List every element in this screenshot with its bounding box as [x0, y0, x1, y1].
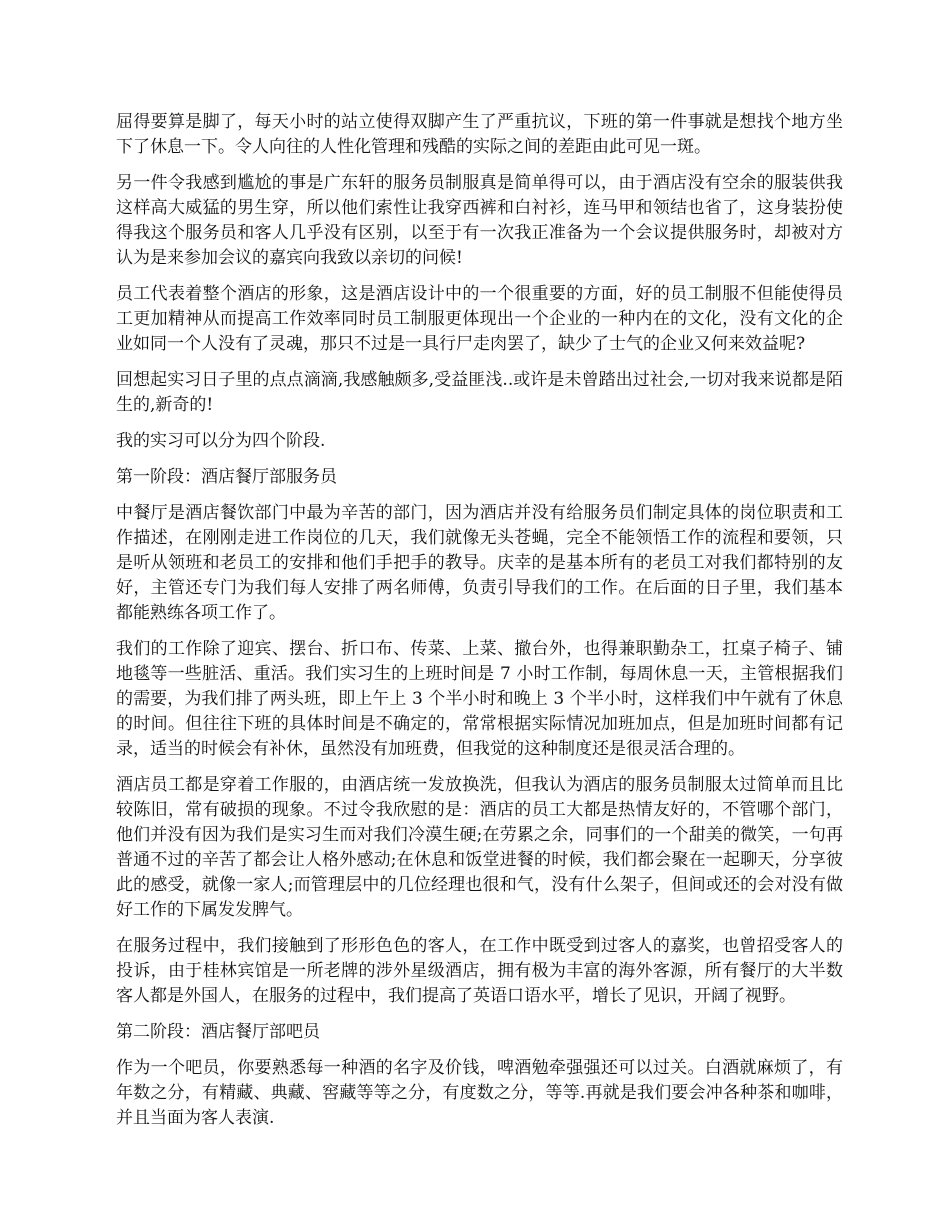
paragraph: 作为一个吧员，你要熟悉每一种酒的名字及价钱，啤酒勉牵强强还可以过关。白酒就麻烦了，有年数之分，有精藏、典藏、窖藏等等之分，有度数之分，等等.再就是我们要会冲各种茶和咖啡，并且当面为客人表演.: [116, 1058, 843, 1128]
section-heading: 第一阶段：酒店餐厅部服务员: [116, 467, 337, 487]
paragraph: 员工代表着整个酒店的形象，这是酒店设计中的一个很重要的方面，好的员工制服不但能使得员工更加精神从而提高工作效率同时员工制服更体现出一个企业的一种内在的文化，没有文化的企业如同一个人没有了灵魂，那只不过是一具行尸走肉罢了，缺少了士气的企业又何来效益呢?: [116, 284, 843, 354]
paragraph: 我们的工作除了迎宾、摆台、折口布、传菜、上菜、撤台外，也得兼职勤杂工，扛桌子椅子、铺地毯等一些脏活、重活。我们实习生的上班时间是 7 小时工作制，每周休息一天，主管根据我们的需要，为我们排了两头班，即上午上 3 个半小时和晚上 3 个半小时，这样我们中午就有了休息的时间。但往往下班的具体时间是不确定的，常常根据实际情况加班加点，但是加班时间都有记录，适当的时候会有补休，虽然没有加班费，但我觉的这种制度还是很灵活合理的。: [116, 639, 843, 759]
paragraph: 中餐厅是酒店餐饮部门中最为辛苦的部门，因为酒店并没有给服务员们制定具体的岗位职责和工作描述，在刚刚走进工作岗位的几天，我们就像无头苍蝇，完全不能领悟工作的流程和要领，只是听从领班和老员工的安排和他们手把手的教导。庆幸的是基本所有的老员工对我们都特别的友好，主管还专门为我们每人安排了两名师傅，负责引导我们的工作。在后面的日子里，我们基本都能熟练各项工作了。: [116, 503, 843, 623]
section-heading: 第二阶段：酒店餐厅部吧员: [116, 1022, 320, 1042]
paragraph: 我的实习可以分为四个阶段.: [116, 431, 326, 451]
paragraph: 回想起实习日子里的点点滴滴,我感触颇多,受益匪浅..或许是未曾踏出过社会,一切对我来说都是陌生的,新奇的!: [116, 370, 843, 415]
paragraph: 另一件令我感到尴尬的事是广东轩的服务员制服真是简单得可以，由于酒店没有空余的服装供我这样高大威猛的男生穿，所以他们索性让我穿西裤和白衬衫，连马甲和领结也省了，这身装扮使得我这个服务员和客人几乎没有区别，以至于有一次我正准备为一个会议提供服务时，却被对方认为是来参加会议的嘉宾向我致以亲切的问候!: [116, 173, 843, 268]
paragraph: 在服务过程中，我们接触到了形形色色的客人，在工作中既受到过客人的嘉奖，也曾招受客人的投诉，由于桂林宾馆是一所老牌的涉外星级酒店，拥有极为丰富的海外客源，所有餐厅的大半数客人都是外国人，在服务的过程中，我们提高了英语口语水平，增长了见识，开阔了视野。: [116, 936, 843, 1006]
paragraph: 酒店员工都是穿着工作服的，由酒店统一发放换洗，但我认为酒店的服务员制服太过简单而且比较陈旧，常有破损的现象。不过令我欣慰的是：酒店的员工大都是热情友好的，不管哪个部门，他们并没有因为我们是实习生而对我们冷漠生硬;在劳累之余，同事们的一个甜美的微笑，一句再普通不过的辛苦了都会让人格外感动;在休息和饭堂进餐的时候，我们都会聚在一起聊天，分享彼此的感受，就像一家人;而管理层中的几位经理也很和气，没有什么架子，但间或还的会对没有做好工作的下属发发脾气。: [116, 775, 843, 920]
paragraph: 屈得要算是脚了，每天小时的站立使得双脚产生了严重抗议，下班的第一件事就是想找个地方坐下了休息一下。令人向往的人性化管理和残酷的实际之间的差距由此可见一斑。: [116, 112, 843, 157]
